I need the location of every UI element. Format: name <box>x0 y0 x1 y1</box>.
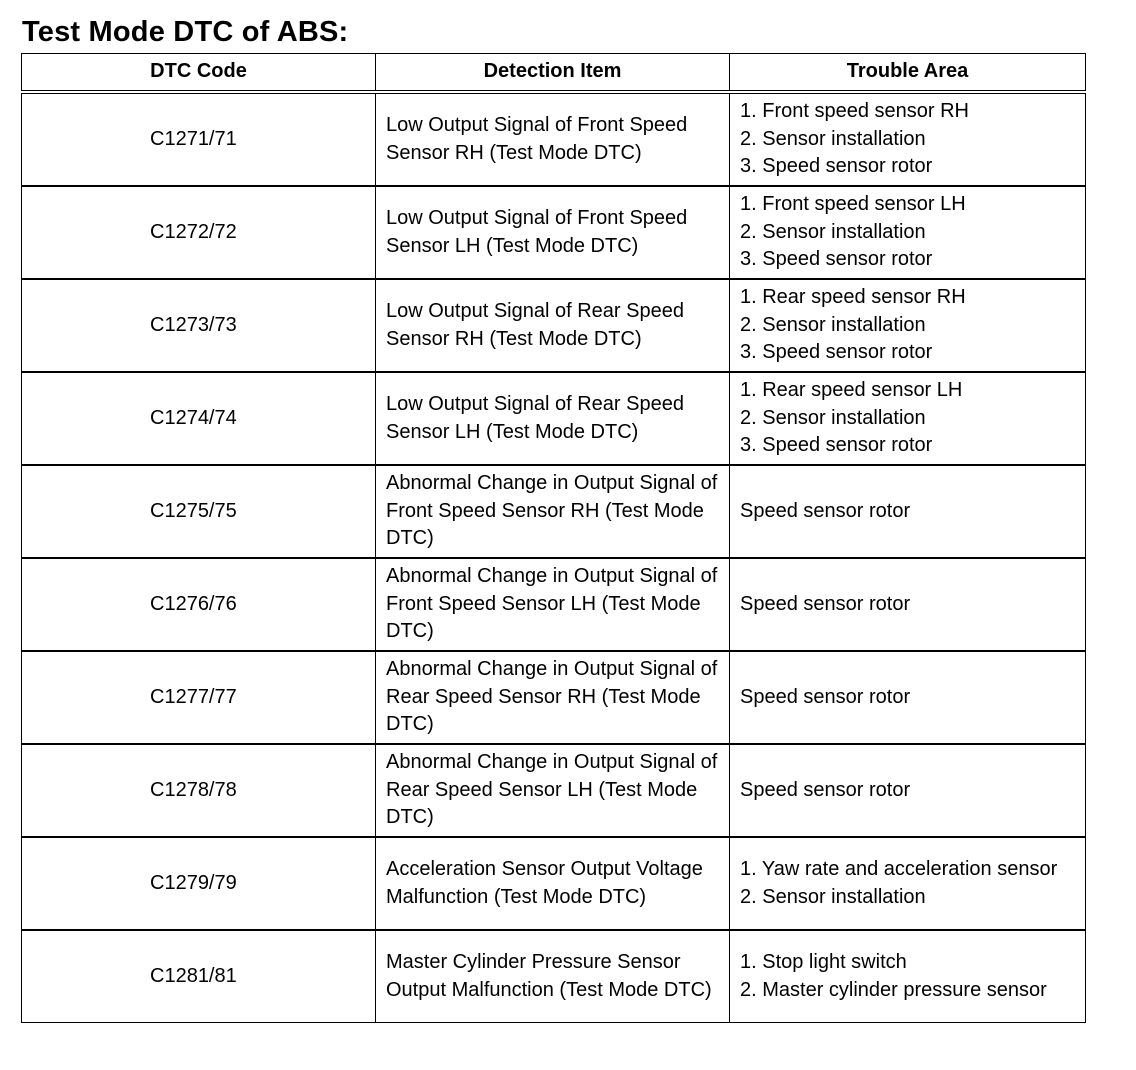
dtc-code-cell: C1271/71 <box>22 92 376 186</box>
table-row <box>22 186 1086 279</box>
table-header-row <box>22 54 1086 93</box>
trouble-area-cell <box>730 930 1086 1023</box>
detection-item-cell: Low Output Signal of Front Speed Sensor RH (Test Mode DTC) <box>376 92 730 186</box>
trouble-area-cell <box>730 465 1086 558</box>
table-row <box>22 92 1086 186</box>
trouble-area-line: 1. Front speed sensor LH <box>740 193 966 216</box>
trouble-area-cell <box>730 651 1086 744</box>
header-trouble-area: Trouble Area <box>730 54 1086 93</box>
trouble-area-cell <box>730 186 1086 279</box>
table-row <box>22 465 1086 558</box>
detection-item-cell: Abnormal Change in Output Signal of Front Speed Sensor RH (Test Mode DTC) <box>376 465 730 558</box>
dtc-code-cell: C1276/76 <box>22 558 376 651</box>
detection-item-cell: Abnormal Change in Output Signal of Rear Speed Sensor LH (Test Mode DTC) <box>376 744 730 837</box>
dtc-code-cell: C1275/75 <box>22 465 376 558</box>
dtc-code-cell: C1272/72 <box>22 186 376 279</box>
trouble-area-line: 1. Front speed sensor RH <box>740 100 969 123</box>
trouble-area-line: Speed sensor rotor <box>740 778 911 801</box>
trouble-area-line: 1. Rear speed sensor RH <box>740 286 966 309</box>
detection-item-cell: Master Cylinder Pressure Sensor Output Malfunction (Test Mode DTC) <box>376 930 730 1023</box>
dtc-table <box>21 53 1086 1023</box>
trouble-area-line: Speed sensor rotor <box>740 685 911 708</box>
trouble-area-line: 2. Sensor installation <box>740 885 926 908</box>
trouble-area-line: 2. Master cylinder pressure sensor <box>740 978 1047 1001</box>
trouble-area-line: 3. Speed sensor rotor <box>740 434 933 457</box>
table-row <box>22 837 1086 930</box>
detection-item-cell: Abnormal Change in Output Signal of Rear Speed Sensor RH (Test Mode DTC) <box>376 651 730 744</box>
table-row <box>22 744 1086 837</box>
dtc-code-cell: C1278/78 <box>22 744 376 837</box>
header-dtc-code: DTC Code <box>22 54 376 93</box>
trouble-area-line: Speed sensor rotor <box>740 592 911 615</box>
table-row <box>22 372 1086 465</box>
detection-item-cell: Low Output Signal of Front Speed Sensor LH (Test Mode DTC) <box>376 186 730 279</box>
trouble-area-cell <box>730 279 1086 372</box>
header-detection-item: Detection Item <box>376 54 730 93</box>
detection-item-cell: Low Output Signal of Rear Speed Sensor RH (Test Mode DTC) <box>376 279 730 372</box>
trouble-area-cell <box>730 837 1086 930</box>
dtc-code-cell: C1281/81 <box>22 930 376 1023</box>
trouble-area-cell <box>730 92 1086 186</box>
page-title: Test Mode DTC of ABS: <box>22 16 349 48</box>
detection-item-cell: Acceleration Sensor Output Voltage Malfunction (Test Mode DTC) <box>376 837 730 930</box>
dtc-code-cell: C1274/74 <box>22 372 376 465</box>
trouble-area-cell <box>730 744 1086 837</box>
trouble-area-line: Speed sensor rotor <box>740 499 911 522</box>
table-row <box>22 558 1086 651</box>
trouble-area-cell <box>730 372 1086 465</box>
trouble-area-line: 2. Sensor installation <box>740 220 926 243</box>
trouble-area-line: 1. Stop light switch <box>740 951 907 973</box>
dtc-code-cell: C1273/73 <box>22 279 376 372</box>
trouble-area-line: 2. Sensor installation <box>740 127 926 150</box>
dtc-code-cell: C1279/79 <box>22 837 376 930</box>
table-row <box>22 930 1086 1023</box>
trouble-area-line: 3. Speed sensor rotor <box>740 341 933 364</box>
dtc-code-cell: C1277/77 <box>22 651 376 744</box>
table-row <box>22 279 1086 372</box>
trouble-area-line: 2. Sensor installation <box>740 313 926 336</box>
table-row <box>22 651 1086 744</box>
trouble-area-line: 2. Sensor installation <box>740 406 926 429</box>
trouble-area-cell <box>730 558 1086 651</box>
trouble-area-line: 1. Rear speed sensor LH <box>740 379 963 402</box>
detection-item-cell: Low Output Signal of Rear Speed Sensor LH (Test Mode DTC) <box>376 372 730 465</box>
trouble-area-line: 3. Speed sensor rotor <box>740 155 933 178</box>
trouble-area-line: 1. Yaw rate and acceleration sensor <box>740 858 1058 880</box>
trouble-area-line: 3. Speed sensor rotor <box>740 248 933 271</box>
detection-item-cell: Abnormal Change in Output Signal of Front Speed Sensor LH (Test Mode DTC) <box>376 558 730 651</box>
